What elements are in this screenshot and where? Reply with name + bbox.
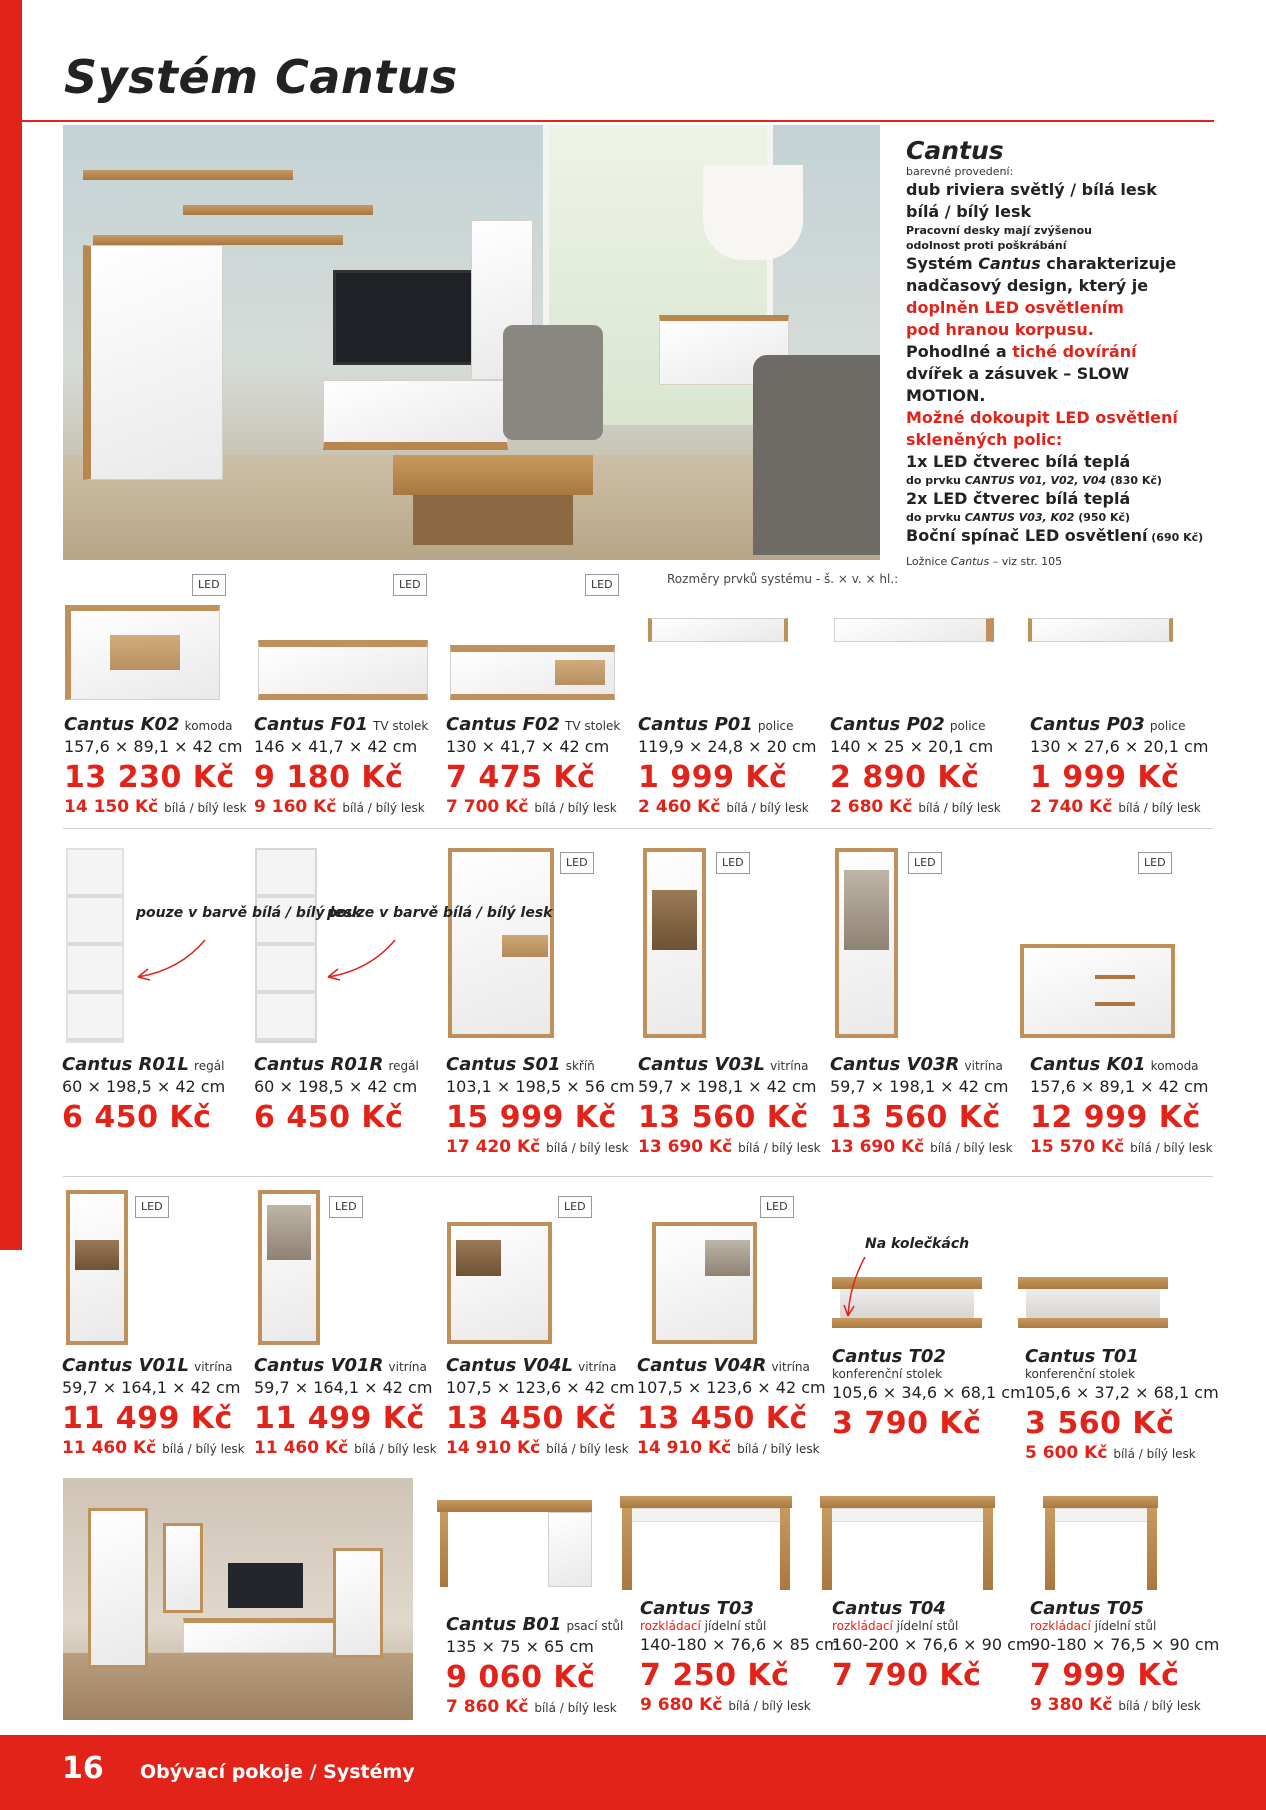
product-t04: Cantus T04 rozkládací jídelní stůl 160-200 × 76,6 × 90 cm 7 790 Kč [832, 1598, 1032, 1693]
room-photo-2 [63, 1478, 413, 1720]
product-v03l: Cantus V03L vitrína 59,7 × 198,1 × 42 cm 13 560 Kč 13 690 Kč bílá / bílý lesk [638, 1054, 821, 1157]
arrow-icon [130, 935, 210, 985]
led-badge: LED [585, 574, 619, 596]
product-t05: Cantus T05 rozkládací jídelní stůl 90-180 × 76,5 × 90 cm 7 999 Kč 9 380 Kč bílá / bílý lesk [1030, 1598, 1220, 1715]
led-badge: LED [329, 1196, 363, 1218]
led-badge: LED [560, 852, 594, 874]
white-only-note: pouze v barvě bílá / bílý lesk [136, 905, 362, 921]
product-p03: Cantus P03 police 130 × 27,6 × 20,1 cm 1 999 Kč 2 740 Kč bílá / bílý lesk [1030, 714, 1209, 817]
section-label: Obývací pokoje / Systémy [140, 1761, 415, 1783]
product-v03r: Cantus V03R vitrína 59,7 × 198,1 × 42 cm 13 560 Kč 13 690 Kč bílá / bílý lesk [830, 1054, 1013, 1157]
led-badge: LED [135, 1196, 169, 1218]
hero-room-photo [63, 125, 880, 560]
led-badge: LED [1138, 852, 1172, 874]
dimensions-note: Rozměry prvků systému - š. × v. × hl.: [667, 572, 899, 586]
product-f02: Cantus F02 TV stolek 130 × 41,7 × 42 cm 7 475 Kč 7 700 Kč bílá / bílý lesk [446, 714, 621, 817]
product-f01: Cantus F01 TV stolek 146 × 41,7 × 42 cm 9 180 Kč 9 160 Kč bílá / bílý lesk [254, 714, 429, 817]
product-r01l: Cantus R01L regál 60 × 198,5 × 42 cm 6 450 Kč [62, 1054, 226, 1135]
led-badge: LED [558, 1196, 592, 1218]
arrow-icon [840, 1254, 870, 1324]
left-accent-bar [0, 0, 22, 1250]
product-t01: Cantus T01 konferenční stolek 105,6 × 37,2 × 68,1 cm 3 560 Kč 5 600 Kč bílá / bílý lesk [1025, 1346, 1219, 1463]
product-k01: Cantus K01 komoda 157,6 × 89,1 × 42 cm 12 999 Kč 15 570 Kč bílá / bílý lesk [1030, 1054, 1213, 1157]
product-s01: Cantus S01 skříň 103,1 × 198,5 × 56 cm 15 999 Kč 17 420 Kč bílá / bílý lesk [446, 1054, 635, 1157]
page-number: 16 [62, 1751, 104, 1786]
product-v04l: Cantus V04L vitrína 107,5 × 123,6 × 42 cm 13 450 Kč 14 910 Kč bílá / bílý lesk [446, 1355, 635, 1458]
product-t02: Cantus T02 konferenční stolek 105,6 × 34,6 × 68,1 cm 3 790 Kč [832, 1346, 1026, 1441]
product-r01r: Cantus R01R regál 60 × 198,5 × 42 cm 6 450 Kč [254, 1054, 419, 1135]
led-badge: LED [192, 574, 226, 596]
title-rule [22, 120, 1214, 122]
page-footer [0, 1735, 1266, 1810]
product-p01: Cantus P01 police 119,9 × 24,8 × 20 cm 1 999 Kč 2 460 Kč bílá / bílý lesk [638, 714, 817, 817]
product-v01l: Cantus V01L vitrína 59,7 × 164,1 × 42 cm 11 499 Kč 11 460 Kč bílá / bílý lesk [62, 1355, 245, 1458]
led-badge: LED [760, 1196, 794, 1218]
led-badge: LED [908, 852, 942, 874]
product-p02: Cantus P02 police 140 × 25 × 20,1 cm 2 890 Kč 2 680 Kč bílá / bílý lesk [830, 714, 1001, 817]
system-description: Cantus barevné provedení: dub riviera světlý / bílá lesk bílá / bílý lesk Pracovní desky mají zvýšenou odolnost proti poškrábání Systém Cantus charakterizuje nadčasový design, který je doplněn LED osvětlením pod hranou korpusu. Pohodlné a tiché dovírání dvířek a zásuvek – SLOW MOTION. Možné dokoupit LED osvětlení skleněných polic: 1x LED čtverec bílá teplá do prvku CANTUS V01, V02, V04 (830 Kč) 2x LED čtverec bílá teplá do prvku CANTUS V03, K02 (950 Kč) Boční spínač LED osvětlení (690 Kč) Ložnice Cantus – viz str. 105 [906, 136, 1206, 569]
product-b01: Cantus B01 psací stůl 135 × 75 × 65 cm 9 060 Kč 7 860 Kč bílá / bílý lesk [446, 1614, 624, 1717]
page-title: Systém Cantus [64, 50, 458, 104]
product-k02: Cantus K02 komoda 157,6 × 89,1 × 42 cm 13 230 Kč 14 150 Kč bílá / bílý lesk [64, 714, 247, 817]
system-name: Cantus [906, 136, 1004, 165]
arrow-icon [320, 935, 400, 985]
row-divider [63, 828, 1213, 829]
product-v04r: Cantus V04R vitrína 107,5 × 123,6 × 42 cm 13 450 Kč 14 910 Kč bílá / bílý lesk [637, 1355, 826, 1458]
product-v01r: Cantus V01R vitrína 59,7 × 164,1 × 42 cm 11 499 Kč 11 460 Kč bílá / bílý lesk [254, 1355, 437, 1458]
wheels-note: Na kolečkách [865, 1236, 970, 1252]
product-t03: Cantus T03 rozkládací jídelní stůl 140-180 × 76,6 × 85 cm 7 250 Kč 9 680 Kč bílá / bílý lesk [640, 1598, 840, 1715]
led-badge: LED [716, 852, 750, 874]
led-badge: LED [393, 574, 427, 596]
white-only-note: pouze v barvě bílá / bílý lesk [327, 905, 553, 921]
row-divider [63, 1176, 1213, 1177]
